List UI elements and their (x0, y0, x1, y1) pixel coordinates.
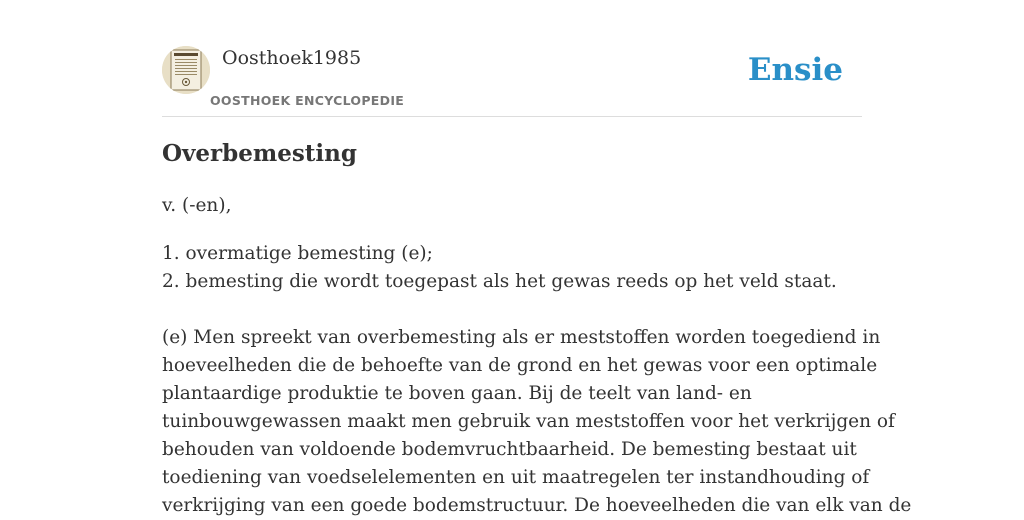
author-name[interactable]: Oosthoek1985 (222, 47, 362, 69)
avatar[interactable] (162, 46, 210, 94)
book-cover-icon (162, 46, 210, 94)
body-line: plantaardige produktie te boven gaan. Bij de teelt van land- en (162, 383, 752, 404)
definition-item: 1. overmatige bemesting (e); (162, 243, 433, 264)
body-line: (e) Men spreekt van overbemesting als er meststoffen worden toegediend in (162, 327, 881, 348)
brand-logo[interactable]: Ensie (747, 52, 843, 88)
entry-content (162, 136, 912, 520)
body-line: tuinbouwgewassen maakt men gebruik van meststoffen voor het verkrijgen of (162, 411, 895, 432)
body-line: hoeveelheden die de behoefte van de grond en het gewas voor een optimale (162, 355, 878, 376)
body-line: toediening van voedselelementen en uit maatregelen ter instandhouding of (162, 467, 870, 488)
body-text (162, 324, 912, 520)
page-title: Overbemesting (162, 140, 357, 167)
definition-item: 2. bemesting die wordt toegepast als het gewas reeds op het veld staat. (162, 271, 837, 292)
definition-list (162, 240, 862, 296)
grammar-note: v. (-en), (162, 195, 232, 216)
body-line: behouden van voldoende bodemvruchtbaarheid. De bemesting bestaat uit (162, 439, 857, 460)
source-label[interactable]: OOSTHOEK ENCYCLOPEDIE (210, 93, 405, 108)
body-line: verkrijging van een goede bodemstructuur. De hoeveelheden die van elk van de (162, 495, 912, 516)
header (162, 44, 862, 117)
